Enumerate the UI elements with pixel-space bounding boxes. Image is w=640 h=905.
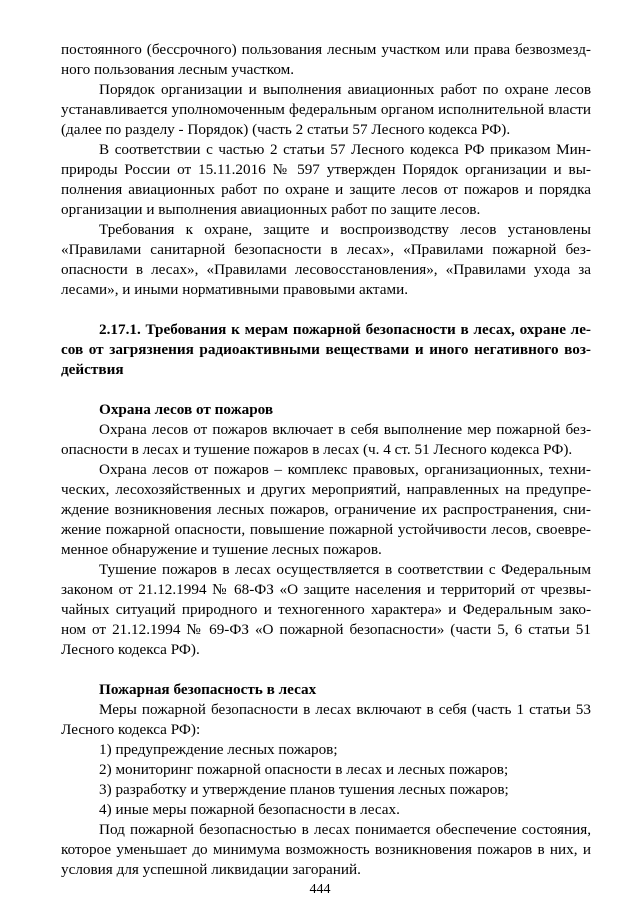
- text-line: ческих, лесохозяйственных и других мероприятий, направленных на предупре-: [61, 481, 591, 498]
- list-item: 1) предупреждение лесных пожаров;: [99, 741, 338, 758]
- text-line: устанавливается уполномоченным федеральным органом исполнительной власти: [61, 101, 591, 118]
- text-line: лесами», и иными нормативными правовыми актами.: [61, 281, 409, 298]
- text-line: ном от 21.12.1994 № 69-ФЗ «О пожарной безопасности» (части 5, 6 статьи 51: [61, 621, 591, 638]
- text-line: опасности в лесах и тушение пожаров в лесах (ч. 4 ст. 51 Лесного кодекса РФ).: [61, 441, 573, 458]
- subheading: Пожарная безопасность в лесах: [99, 681, 317, 698]
- text-line: Охрана лесов от пожаров включает в себя выполнение мер пожарной без-: [99, 421, 591, 438]
- text-line: (далее по разделу - Порядок) (часть 2 статьи 57 Лесного кодекса РФ).: [61, 121, 511, 138]
- section-heading-line: действия: [61, 361, 124, 378]
- text-line: Порядок организации и выполнения авиационных работ по охране лесов: [99, 81, 591, 98]
- text-line: которое уменьшает до минимума возможность возникновения пожаров в них, и: [61, 841, 591, 858]
- list-item: 2) мониторинг пожарной опасности в лесах и лесных пожаров;: [99, 761, 509, 778]
- text-line: Под пожарной безопасностью в лесах понимается обеспечение состояния,: [99, 821, 591, 838]
- text-line: чайных ситуаций природного и техногенного характера» и Федеральным зако-: [61, 601, 591, 618]
- section-heading-line: 2.17.1. Требования к мерам пожарной безопасности в лесах, охране ле-: [99, 321, 591, 338]
- text-line: организации и выполнения авиационных работ по защите лесов.: [61, 201, 481, 218]
- list-item: 3) разработку и утверждение планов тушения лесных пожаров;: [99, 781, 509, 798]
- text-line: полнения авиационных работ по охране и защите лесов от пожаров и порядка: [61, 181, 591, 198]
- text-line: менное обнаружение и тушение лесных пожаров.: [61, 541, 382, 558]
- page-number: 444: [309, 882, 331, 897]
- text-line: Тушение пожаров в лесах осуществляется в соответствии с Федеральным: [99, 561, 591, 578]
- text-line: законом от 21.12.1994 № 68-ФЗ «О защите населения и территорий от чрезвы-: [61, 581, 591, 598]
- text-line: Лесного кодекса РФ):: [61, 721, 201, 738]
- text-line: жение пожарной опасности, повышение пожарной устойчивости лесов, своевре-: [61, 521, 591, 538]
- section-heading-line: сов от загрязнения радиоактивными веществами и иного негативного воз-: [61, 341, 591, 358]
- text-line: ного пользования лесным участком.: [61, 61, 295, 78]
- list-item: 4) иные меры пожарной безопасности в лесах.: [99, 801, 400, 818]
- subheading: Охрана лесов от пожаров: [99, 401, 274, 418]
- text-line: опасности в лесах», «Правилами лесовосстановления», «Правилами ухода за: [61, 261, 591, 278]
- text-line: Требования к охране, защите и воспроизводству лесов установлены: [99, 221, 591, 238]
- text-line: Лесного кодекса РФ).: [61, 641, 200, 658]
- text-line: «Правилами санитарной безопасности в лесах», «Правилами пожарной без-: [61, 241, 591, 258]
- text-line: Охрана лесов от пожаров – комплекс правовых, организационных, техни-: [99, 461, 591, 478]
- text-line: В соответствии с частью 2 статьи 57 Лесного кодекса РФ приказом Мин-: [99, 141, 591, 158]
- text-line: постоянного (бессрочного) пользования лесным участком или права безвозмезд-: [61, 41, 591, 58]
- text-line: условия для успешной ликвидации загораний.: [61, 861, 361, 878]
- text-line: Меры пожарной безопасности в лесах включают в себя (часть 1 статьи 53: [99, 701, 591, 718]
- text-line: природы России от 15.11.2016 № 597 утвержден Порядок организации и вы-: [61, 161, 591, 178]
- text-line: ждение возникновения лесных пожаров, ограничение их распространения, сни-: [61, 501, 591, 518]
